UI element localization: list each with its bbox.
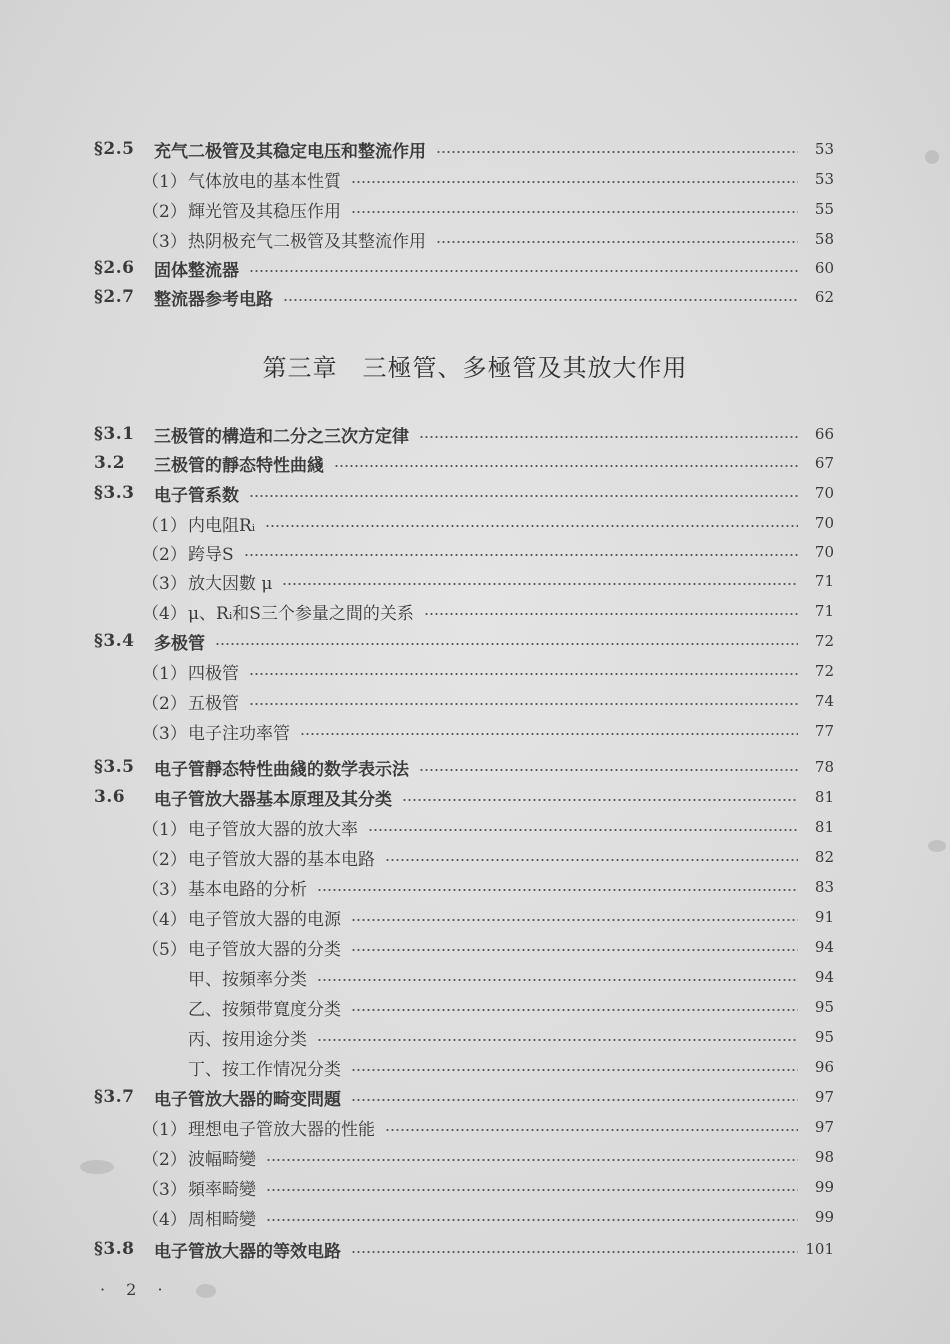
entry-title: 周相畸變 [188,1209,256,1230]
dot-leader [317,1039,798,1041]
toc-section-row [94,1084,834,1110]
subsection-number: （2） [142,201,187,222]
dot-leader [265,525,798,527]
entry-title: 丙、按用途分类 [188,1029,307,1050]
dot-leader [436,151,798,153]
toc-subsection-row [142,874,834,900]
entry-title: 电子管系数 [154,485,239,506]
dot-leader [282,583,798,585]
toc-subsection-row [142,814,834,840]
toc-subsection-row [188,964,834,990]
dot-leader [215,643,798,645]
subsection-number: （4） [142,909,187,930]
entry-page-number: 97 [814,1088,834,1106]
entry-page-number: 70 [814,484,834,502]
subsection-number: （1） [142,171,187,192]
entry-page-number: 70 [814,514,834,532]
toc-section-row [94,136,834,162]
section-number: §3.5 [94,757,135,777]
toc-section-row [94,421,834,447]
section-number: §3.1 [94,424,135,444]
entry-title: 气体放电的基本性質 [188,171,341,192]
subsection-number: （1） [142,515,187,536]
toc-subsection-row [142,1144,834,1170]
entry-page-number: 60 [814,259,834,277]
subsection-number: （1） [142,663,187,684]
entry-title: 电子管放大器的放大率 [188,819,358,840]
dot-leader [351,919,798,921]
toc-subsection-row [142,658,834,684]
entry-page-number: 94 [814,938,834,956]
dot-leader [266,1219,798,1221]
subsection-number: （4） [142,603,187,624]
entry-title: 固体整流器 [154,260,239,281]
dot-leader [334,465,798,467]
entry-title: 电子管放大器的基本电路 [188,849,375,870]
toc-subsection-row [188,1024,834,1050]
toc-subsection-row [142,510,834,536]
entry-page-number: 72 [814,662,834,680]
entry-page-number: 72 [814,632,834,650]
entry-title: 波幅畸變 [188,1149,256,1170]
toc-subsection-row [142,166,834,192]
dot-leader [351,1069,798,1071]
dot-leader [351,1251,798,1253]
entry-page-number: 99 [814,1208,834,1226]
section-number: §2.7 [94,287,135,307]
dot-leader [351,211,798,213]
entry-page-number: 81 [814,788,834,806]
entry-page-number: 96 [814,1058,834,1076]
dot-leader [368,829,798,831]
dot-leader [283,299,798,301]
toc-subsection-row [142,226,834,252]
entry-title: 輝光管及其稳压作用 [188,201,341,222]
subsection-number: （3） [142,573,187,594]
entry-title: 内电阻Rᵢ [188,515,256,536]
entry-page-number: 67 [814,454,834,472]
dot-leader [351,949,798,951]
toc-section-row [94,255,834,281]
toc-subsection-row [142,844,834,870]
entry-page-number: 82 [814,848,834,866]
entry-title: 放大因數 μ [188,573,273,594]
dot-leader [249,495,798,497]
toc-subsection-row [142,1174,834,1200]
entry-page-number: 99 [814,1178,834,1196]
entry-page-number: 98 [814,1148,834,1166]
entry-page-number: 97 [814,1118,834,1136]
section-number: §3.4 [94,631,135,651]
toc-section-row [94,628,834,654]
toc-subsection-row [142,904,834,930]
toc-subsection-row [142,196,834,222]
toc-section-row [94,284,834,310]
page-number: · 2 · [100,1280,171,1299]
entry-page-number: 70 [814,543,834,561]
subsection-number: （1） [142,819,187,840]
entry-page-number: 55 [814,200,834,218]
toc-section-row [94,480,834,506]
entry-title: 理想电子管放大器的性能 [188,1119,375,1140]
section-number: §3.3 [94,483,135,503]
entry-title: 基本电路的分析 [188,879,307,900]
entry-page-number: 62 [814,288,834,306]
entry-title: 五极管 [188,693,239,714]
entry-page-number: 74 [814,692,834,710]
subsection-number: （3） [142,231,187,252]
toc-subsection-row [188,1054,834,1080]
subsection-number: （2） [142,1149,187,1170]
dot-leader [351,1009,798,1011]
dot-leader [249,673,798,675]
section-number: §2.6 [94,258,135,278]
dot-leader [402,799,798,801]
entry-title: 电子管放大器的分类 [188,939,341,960]
entry-title: 电子管放大器基本原理及其分类 [154,789,392,810]
subsection-number: （3） [142,879,187,900]
dot-leader [249,703,798,705]
entry-title: 三极管的靜态特性曲綫 [154,455,324,476]
section-number: §3.7 [94,1087,135,1107]
entry-title: 丁、按工作情况分类 [188,1059,341,1080]
entry-page-number: 66 [814,425,834,443]
subsection-number: （3） [142,1179,187,1200]
entry-title: 整流器参考电路 [154,289,273,310]
dot-leader [436,241,798,243]
entry-page-number: 71 [814,572,834,590]
toc-subsection-row [142,568,834,594]
dot-leader [419,436,798,438]
toc-subsection-row [142,934,834,960]
entry-page-number: 58 [814,230,834,248]
entry-page-number: 95 [814,1028,834,1046]
entry-title: 乙、按頻带寬度分类 [188,999,341,1020]
dot-leader [266,1159,798,1161]
entry-page-number: 53 [814,140,834,158]
entry-title: 电子注功率管 [188,723,290,744]
entry-page-number: 94 [814,968,834,986]
entry-page-number: 91 [814,908,834,926]
section-number: 3.2 [94,453,126,473]
entry-title: 甲、按頻率分类 [188,969,307,990]
dot-leader [244,554,798,556]
entry-page-number: 78 [814,758,834,776]
dot-leader [385,1129,798,1131]
entry-page-number: 53 [814,170,834,188]
entry-title: 四极管 [188,663,239,684]
entry-title: 电子管靜态特性曲綫的数学表示法 [154,759,409,780]
entry-title: 热阴极充气二极管及其整流作用 [188,231,426,252]
subsection-number: （5） [142,939,187,960]
entry-page-number: 71 [814,602,834,620]
subsection-number: （2） [142,693,187,714]
dot-leader [419,769,798,771]
subsection-number: （1） [142,1119,187,1140]
entry-title: 充气二极管及其稳定电压和整流作用 [154,141,426,162]
entry-title: 跨导S [188,544,234,565]
section-number: §2.5 [94,139,135,159]
entry-page-number: 83 [814,878,834,896]
toc-subsection-row [142,1114,834,1140]
toc-section-row [94,784,834,810]
entry-title: 电子管放大器的畸变問題 [154,1089,341,1110]
toc-section-row [94,754,834,780]
subsection-number: （3） [142,723,187,744]
dot-leader [385,859,798,861]
subsection-number: （2） [142,849,187,870]
subsection-number: （4） [142,1209,187,1230]
entry-title: 多极管 [154,633,205,654]
dot-leader [317,979,798,981]
dot-leader [249,270,798,272]
section-number: 3.6 [94,787,126,807]
toc-section-row [94,450,834,476]
dot-leader [317,889,798,891]
entry-title: μ、Rᵢ和S三个参量之間的关系 [188,603,414,624]
dot-leader [266,1189,798,1191]
entry-title: 頻率畸變 [188,1179,256,1200]
chapter-title: 第三章 三極管、多極管及其放大作用 [262,354,688,382]
toc-subsection-row [142,1204,834,1230]
subsection-number: （2） [142,544,187,565]
toc-subsection-row [142,688,834,714]
entry-page-number: 101 [805,1240,834,1258]
dot-leader [351,181,798,183]
entry-page-number: 81 [814,818,834,836]
dot-leader [300,733,798,735]
section-number: §3.8 [94,1239,135,1259]
dot-leader [351,1099,798,1101]
entry-title: 三极管的構造和二分之三次方定律 [154,426,409,447]
toc-subsection-row [188,994,834,1020]
entry-title: 电子管放大器的电源 [188,909,341,930]
entry-page-number: 95 [814,998,834,1016]
entry-page-number: 77 [814,722,834,740]
toc-subsection-row [142,539,834,565]
toc-section-row [94,1236,834,1262]
toc-subsection-row [142,718,834,744]
entry-title: 电子管放大器的等效电路 [154,1241,341,1262]
dot-leader [424,613,798,615]
toc-subsection-row [142,598,834,624]
